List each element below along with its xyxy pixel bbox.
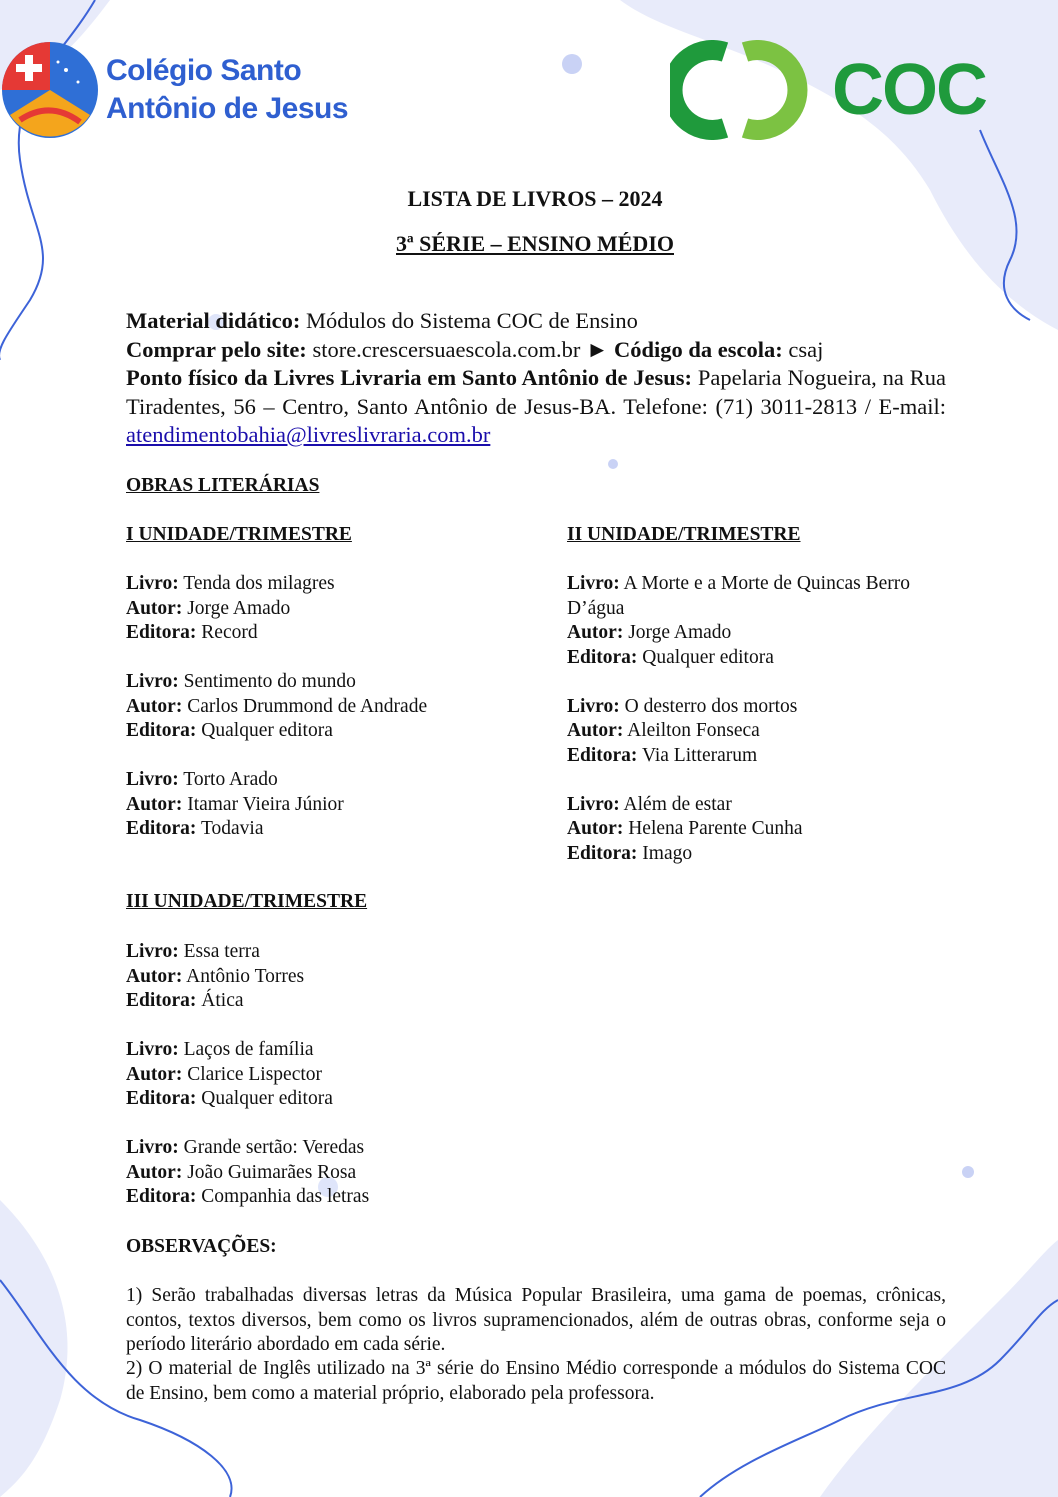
book-author-line — [126, 965, 546, 990]
book-title-line — [567, 695, 947, 720]
unit-3-title: III UNIDADE/TRIMESTRE — [126, 891, 368, 912]
book-entry — [126, 1038, 546, 1112]
book-title: O desterro dos mortos — [624, 695, 798, 717]
book-author-line — [126, 1161, 546, 1186]
book-label: Livro: — [126, 573, 179, 594]
book-entry — [126, 768, 546, 842]
book-author: Clarice Lispector — [187, 1063, 323, 1085]
book-author-line — [567, 621, 947, 646]
author-label: Autor: — [126, 793, 183, 815]
author-label: Autor: — [567, 720, 624, 741]
coc-brand-text: COC — [832, 50, 986, 130]
book-publisher: Via Litterarum — [641, 744, 758, 766]
observations-title: OBSERVAÇÕES: — [126, 1236, 277, 1257]
unit-1-books — [126, 572, 546, 866]
book-entry — [567, 695, 947, 769]
publisher-label: Editora: — [567, 646, 638, 668]
observation-2: 2) O material de Inglês utilizado na 3ª série do Ensino Médio corresponde a módulos do Sistema COC de Ensino, bem como a material próprio, elaborado pela professora. — [126, 1358, 946, 1404]
material-label: Material didático: — [126, 308, 301, 333]
purchase-info — [126, 307, 946, 450]
book-title-line — [567, 572, 947, 621]
book-author-line — [567, 817, 947, 842]
book-publisher: Qualquer editora — [201, 720, 333, 741]
page-title: LISTA DE LIVROS – 2024 — [407, 186, 663, 211]
book-label: Livro: — [567, 793, 620, 815]
school-emblem-icon — [0, 40, 100, 140]
unit-2-books — [567, 572, 947, 891]
book-title-line — [126, 768, 546, 793]
book-publisher: Record — [201, 622, 258, 643]
store-label: Ponto físico da Livres Livraria em Santo Antônio de Jesus: — [126, 365, 693, 390]
coc-emblem-icon — [670, 40, 820, 140]
book-title-line — [126, 1136, 546, 1161]
author-label: Autor: — [126, 695, 183, 717]
book-publisher-line — [567, 842, 947, 867]
author-label: Autor: — [567, 818, 624, 839]
book-publisher: Companhia das letras — [201, 1186, 370, 1207]
book-publisher-line — [126, 1185, 546, 1210]
book-publisher-line — [126, 1087, 546, 1112]
book-author: Antônio Torres — [186, 965, 305, 987]
book-title-line — [567, 793, 947, 818]
book-publisher-line — [126, 989, 546, 1014]
dot — [562, 54, 582, 74]
book-author: Aleilton Fonseca — [627, 720, 760, 741]
unit-1-title: I UNIDADE/TRIMESTRE — [126, 524, 352, 545]
book-title: Tenda dos milagres — [183, 573, 335, 594]
book-author: Itamar Vieira Júnior — [187, 793, 344, 815]
book-author-line — [126, 695, 546, 720]
book-title: Além de estar — [623, 793, 732, 815]
book-entry — [567, 793, 947, 867]
code-label: Código da escola: — [608, 336, 783, 362]
publisher-label: Editora: — [126, 622, 197, 643]
email-link[interactable]: atendimentobahia@livreslivraria.com.br — [126, 422, 491, 447]
book-publisher: Todavia — [200, 818, 264, 839]
book-label: Livro: — [126, 671, 179, 692]
book-publisher-line — [126, 621, 546, 646]
book-publisher: Qualquer editora — [642, 646, 774, 668]
school-name-line2: Antônio de Jesus — [106, 92, 349, 125]
store-value: Papelaria Nogueira, na Rua Tiradentes, 56 – Centro, Santo Antônio de Jesus-BA. Telefone: (71) 3011-2813 / E-mail: — [126, 365, 946, 419]
book-label: Livro: — [126, 1137, 179, 1158]
book-author: Helena Parente Cunha — [628, 818, 803, 839]
book-author: João Guimarães Rosa — [187, 1161, 357, 1183]
book-author-line — [126, 1063, 546, 1088]
book-title: Torto Arado — [183, 769, 278, 790]
book-publisher: Imago — [642, 842, 693, 864]
book-publisher-line — [567, 744, 947, 769]
store-line — [126, 364, 946, 450]
book-title: A Morte e a Morte de Quincas Berro D’água — [567, 573, 911, 619]
book-publisher-line — [126, 719, 546, 744]
site-value: store.crescersuaescola.com.br — [306, 336, 587, 362]
observation-1: 1) Serão trabalhadas diversas letras da Música Popular Brasileira, uma gama de poemas, crônicas, contos, textos diversos, bem como os livros supramencionados, além de outras obras, conforme seja o período literário abordado em cada série. — [126, 1285, 946, 1355]
author-label: Autor: — [567, 622, 624, 643]
material-value: Módulos do Sistema COC de Ensino — [300, 308, 638, 333]
site-line — [126, 336, 946, 365]
book-author: Jorge Amado — [187, 597, 291, 619]
book-author-line — [126, 597, 546, 622]
school-name-line1: Colégio Santo — [106, 54, 302, 87]
author-label: Autor: — [126, 597, 183, 619]
book-author: Carlos Drummond de Andrade — [187, 695, 428, 717]
book-entry — [126, 1136, 546, 1210]
page-subtitle: 3ª SÉRIE – ENSINO MÉDIO — [396, 231, 674, 256]
book-label: Livro: — [567, 573, 620, 594]
publisher-label: Editora: — [126, 1186, 197, 1207]
book-author-line — [126, 793, 546, 818]
book-label: Livro: — [126, 1039, 179, 1060]
publisher-label: Editora: — [126, 720, 197, 741]
coc-logo — [670, 40, 1010, 140]
book-publisher-line — [126, 817, 546, 842]
publisher-label: Editora: — [126, 818, 197, 839]
material-line — [126, 307, 946, 336]
book-title: Grande sertão: Veredas — [183, 1137, 365, 1158]
book-title-line — [126, 940, 546, 965]
book-title: Laços de família — [183, 1039, 314, 1060]
unit-2-title: II UNIDADE/TRIMESTRE — [567, 524, 801, 545]
author-label: Autor: — [126, 965, 183, 987]
arrow-icon: ► — [586, 336, 609, 362]
book-author: Jorge Amado — [628, 622, 732, 643]
author-label: Autor: — [126, 1161, 183, 1183]
book-title-line — [126, 572, 546, 597]
book-label: Livro: — [126, 769, 179, 790]
publisher-label: Editora: — [126, 990, 197, 1011]
book-label: Livro: — [567, 695, 620, 717]
book-author-line — [567, 719, 947, 744]
book-title: Essa terra — [183, 941, 260, 962]
book-entry — [126, 940, 546, 1014]
book-title-line — [126, 1038, 546, 1063]
unit-3-books — [126, 940, 546, 1234]
book-entry — [126, 572, 546, 646]
site-label: Comprar pelo site: — [126, 336, 307, 362]
dot — [962, 1166, 974, 1178]
book-entry — [567, 572, 947, 670]
publisher-label: Editora: — [126, 1088, 197, 1109]
book-title-line — [126, 670, 546, 695]
book-title: Sentimento do mundo — [183, 671, 356, 692]
section-title: OBRAS LITERÁRIAS — [126, 475, 320, 496]
book-entry — [126, 670, 546, 744]
corner-blob-bottom-left — [0, 1200, 68, 1497]
book-publisher: Qualquer editora — [201, 1088, 333, 1109]
publisher-label: Editora: — [567, 842, 638, 864]
author-label: Autor: — [126, 1063, 183, 1085]
dot — [608, 459, 618, 469]
book-publisher: Ática — [201, 990, 244, 1011]
code-value: csaj — [782, 336, 824, 362]
publisher-label: Editora: — [567, 744, 638, 766]
school-logo — [0, 40, 440, 140]
book-label: Livro: — [126, 941, 179, 962]
book-publisher-line — [567, 646, 947, 671]
